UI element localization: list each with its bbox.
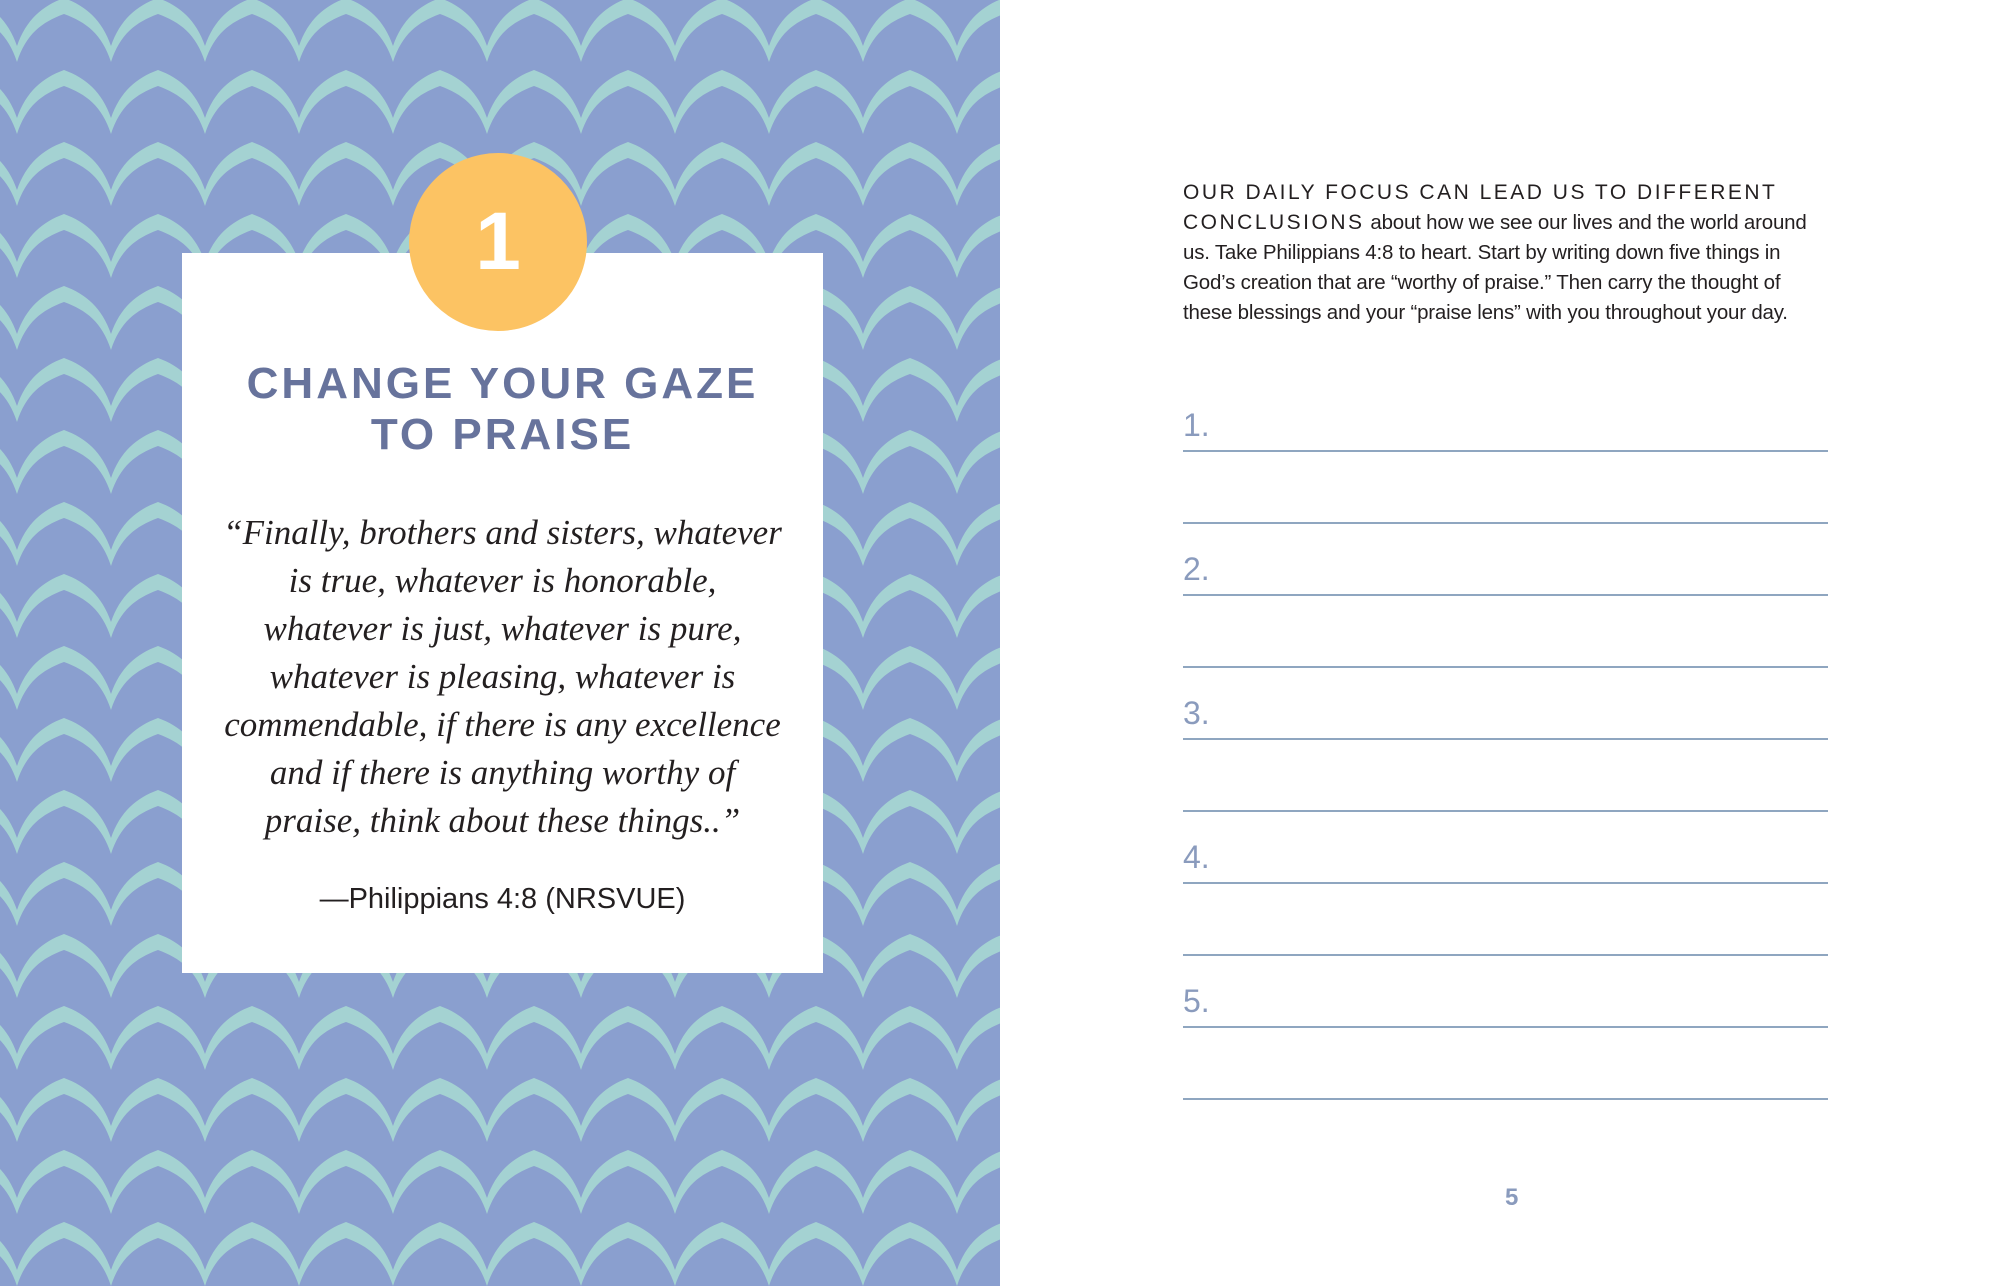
intro-lead-line: OUR DAILY FOCUS CAN LEAD US TO DIFFERENT: [1183, 181, 1778, 204]
writing-line[interactable]: [1183, 882, 1828, 884]
intro-lead-word: CONCLUSIONS: [1183, 211, 1365, 234]
quote-line: whatever is just, whatever is pure,: [263, 609, 742, 648]
list-number: 3.: [1183, 695, 1210, 731]
praise-list: [1183, 395, 1828, 1115]
list-item[interactable]: [1183, 395, 1828, 539]
list-item[interactable]: [1183, 683, 1828, 827]
quote-line: praise, think about these things..”: [264, 801, 741, 840]
quote-line: commendable, if there is any excellence: [224, 705, 781, 744]
writing-line[interactable]: [1183, 666, 1828, 668]
intro-body-line: God’s creation that are “worthy of praise.” Then carry the thought of: [1183, 271, 1781, 294]
intro-body-line: these blessings and your “praise lens” with you throughout your day.: [1183, 301, 1788, 324]
list-number: 2.: [1183, 551, 1210, 587]
list-number: 5.: [1183, 983, 1210, 1019]
title-line-2: TO PRAISE: [370, 410, 635, 459]
writing-line[interactable]: [1183, 810, 1828, 812]
writing-line[interactable]: [1183, 450, 1828, 452]
list-number: 4.: [1183, 839, 1210, 875]
list-item[interactable]: [1183, 827, 1828, 971]
writing-line[interactable]: [1183, 1026, 1828, 1028]
writing-line[interactable]: [1183, 954, 1828, 956]
quote-line: whatever is pleasing, whatever is: [269, 657, 736, 696]
right-page: [1000, 0, 2000, 1286]
title-line-1: CHANGE YOUR GAZE: [246, 359, 759, 408]
verse-title: [182, 358, 823, 460]
intro-body-line: us. Take Philippians 4:8 to heart. Start by writing down five things in: [1183, 241, 1781, 264]
intro-body-first: about how we see our lives and the world around: [1370, 211, 1807, 234]
verse-card: [182, 253, 823, 973]
intro-paragraph: [1183, 178, 1833, 328]
intro-second-line: [1183, 208, 1833, 238]
quote-line: is true, whatever is honorable,: [288, 561, 717, 600]
quote-line: “Finally, brothers and sisters, whatever: [223, 513, 782, 552]
writing-line[interactable]: [1183, 738, 1828, 740]
writing-line[interactable]: [1183, 594, 1828, 596]
scripture-quote: [202, 509, 803, 845]
chapter-number-badge: 1: [409, 153, 587, 331]
list-item[interactable]: [1183, 971, 1828, 1115]
list-number: 1.: [1183, 407, 1210, 443]
quote-line: and if there is anything worthy of: [269, 753, 736, 792]
list-item[interactable]: [1183, 539, 1828, 683]
page-number: 5: [1505, 1184, 1519, 1211]
scripture-citation: —Philippians 4:8 (NRSVUE): [319, 883, 686, 915]
writing-line[interactable]: [1183, 1098, 1828, 1100]
writing-line[interactable]: [1183, 522, 1828, 524]
